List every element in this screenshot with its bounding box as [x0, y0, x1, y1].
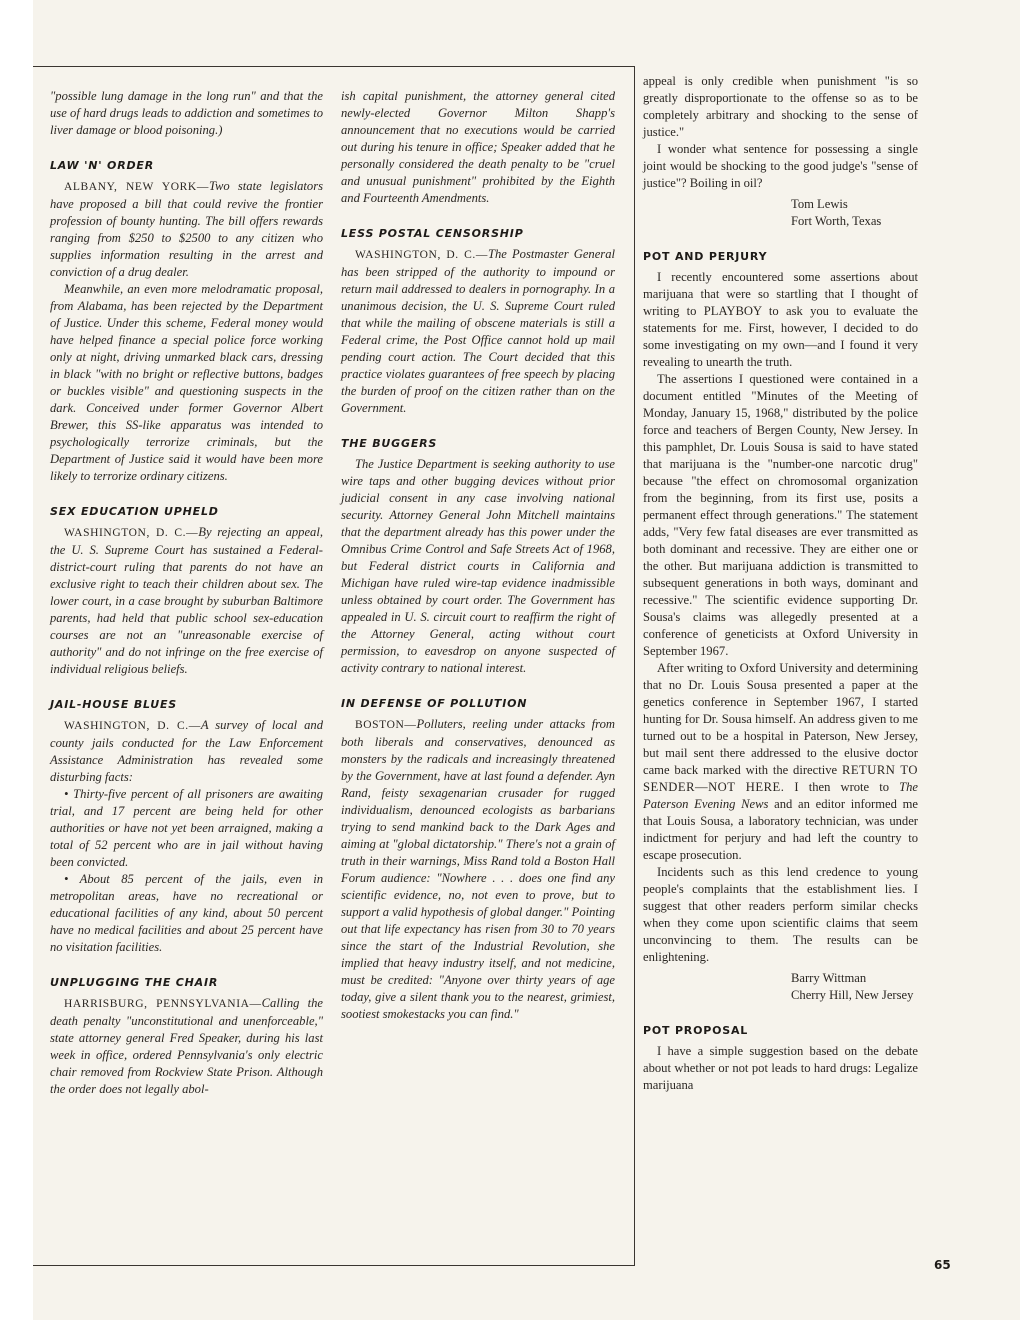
heading-unplugging-the-chair: UNPLUGGING THE CHAIR — [50, 976, 219, 989]
dateline: WASHINGTON, D. C.— — [64, 527, 199, 539]
heading-jail-house-blues: JAIL-HOUSE BLUES — [50, 698, 177, 711]
signature-name: Barry Wittman — [791, 971, 867, 985]
bottom-rule — [33, 1265, 635, 1266]
right-p2: I wonder what sentence for possessing a single joint would be shocking to the good judge's "sense of justice"? Boiling in oil? — [643, 142, 918, 190]
perjury-p2: The assertions I questioned were contained in a document entitled "Minutes of the Meeting of Monday, January 15, 1968," distributed by the police force and teachers of Bergen County, New Jersey. In this pamphlet, Dr. Louis Sousa is said to have stated that marijuana is the "number-one narcotic drug" because "the effect on chromosomal organization from the beginning, from its first use, posits a permanent effect through generations." The statement adds, "Very few fatal diseases are ever transmitted as both dominant and recessive. They are either one or the other. But marijuana addiction is transmitted to subsequent generations in both ways, dominant and recessive." The scientific evidence supporting Dr. Sousa's claims was allegedly presented at a conference of geneticists at Oxford University in September 1967. — [643, 372, 918, 658]
heading-pot-and-perjury: POT AND PERJURY — [643, 250, 768, 263]
sex-education-p1: WASHINGTON, D. C.—By rejecting an appeal, the U. S. Supreme Court has sustained a Federal-district-court ruling that parents do not have an exclusive right to teach their children about sex. The lower court, in a case brought by suburban Baltimore parents, had held that public school sex-education courses are not an "unreasonable exercise of authority" and do not infringe on the free exercise of individual religious beliefs. — [50, 525, 323, 676]
middle-intro: ish capital punishment, the attorney general cited newly-elected Governor Milton Shapp's announcement that no executions would be carried out during his tenure in office; Speaker added that he personally considered the death penalty to be "cruel and unusual punishment" prohibited by the Eighth and Fourteenth Amendments. — [341, 89, 615, 205]
perjury-p3: After writing to Oxford University and determining that no Dr. Louis Sousa presented a paper at the genetics conference in September 1967, I started hunting for Dr. Sousa himself. An address given to me turned out to be a hospital in Paterson, New Jersey, but mail sent there addressed to the elusive doctor came back marked with the directive RETURN TO SENDER—NOT HERE. I then wrote to The Paterson Evening News and an editor informed me that Louis Sousa, a laboratory technician, was under indictment for perjury and had left the country to escape prosecution. — [643, 661, 918, 862]
proposal-p1: I have a simple suggestion based on the debate about whether or not pot leads to hard drugs: Legalize marijuana — [643, 1044, 918, 1092]
jail-house-bullet-1: • Thirty-five percent of all prisoners are awaiting trial, and 17 percent are being held for other authorities or have not yet been arraigned, making a total of 52 percent who are in jail without having been convicted. — [50, 787, 323, 869]
left-column — [50, 88, 323, 1098]
perjury-p1: I recently encountered some assertions about marijuana that were so startling that I thought of writing to PLAYBOY to ask you to evaluate the statements for me. First, however, I decided to do some investigating on my own—and I found it very revealing to unearth the truth. — [643, 270, 918, 369]
perjury-p4: Incidents such as this lend credence to young people's complaints that the establishment lies. I suggest that other readers perform similar checks when they come upon scientific claims that seem unconvincing to them. The results can be enlightening. — [643, 865, 918, 964]
law-n-order-p1: ALBANY, NEW YORK—Two state legislators have proposed a bill that could revive the frontier profession of bounty hunting. The bill offers rewards ranging from $250 to $2500 to any citizen who supplies information resulting in the arrest and conviction of a drug dealer. — [50, 179, 323, 279]
column-divider — [634, 66, 635, 1266]
signature-tom-lewis — [643, 196, 918, 230]
heading-law-n-order: LAW 'N' ORDER — [50, 159, 154, 172]
signature-barry-wittman — [643, 970, 918, 1004]
heading-the-buggers: THE BUGGERS — [341, 437, 438, 450]
heading-less-postal-censorship: LESS POSTAL CENSORSHIP — [341, 227, 524, 240]
signature-place: Fort Worth, Texas — [791, 214, 882, 228]
page-number: 65 — [934, 1258, 951, 1272]
heading-sex-education: SEX EDUCATION UPHELD — [50, 505, 219, 518]
jail-house-p1: WASHINGTON, D. C.—A survey of local and county jails conducted for the Law Enforcement Assistance Administration has revealed some disturbing facts: — [50, 718, 324, 784]
jail-house-bullet-2: • About 85 percent of the jails, even in metropolitan areas, have no recreational or educational facilities of any kind, about 50 percent have no medical facilities and about 25 percent have no visitation facilities. — [50, 872, 323, 954]
dateline: HARRISBURG, PENNSYLVANIA— — [64, 998, 262, 1010]
signature-name: Tom Lewis — [791, 197, 848, 211]
dateline: BOSTON— — [355, 719, 417, 731]
law-n-order-p2: Meanwhile, an even more melodramatic proposal, from Alabama, has been rejected by the Department of Justice. Under this scheme, Federal money would have helped finance a special police force working only at night, driving unmarked black cars, dressing in black "with no bright or reflective buttons, badges or buckles visible" and questioning suspects in the dark. Conceived under former Governor Albert Brewer, this SS-like apparatus was intended to psychologically terrorize criminals, but the Department of Justice said it would have been more likely to terrorize ordinary citizens. — [50, 282, 323, 483]
top-rule — [33, 66, 635, 67]
left-intro: "possible lung damage in the long run" and that the use of hard drugs leads to addiction and sometimes to liver damage or blood poisoning.) — [50, 89, 323, 137]
buggers-p1: The Justice Department is seeking authority to use wire taps and other bugging devices without prior judicial consent in any case involving national security. Attorney General John Mitchell maintains that the department already has this power under the Omnibus Crime Control and Safe Streets Act of 1968, but Federal district courts in California and Michigan have ruled wire-tap evidence inadmissible unless obtained by court order. The Government has appealed in U. S. circuit court to reaffirm the right of the Attorney General, acting without court permission, to eavesdrop on anyone suspected of activity contrary to national interest. — [341, 457, 615, 675]
right-column — [643, 73, 918, 1094]
pollution-p1: BOSTON—Polluters, reeling under attacks from both liberals and conservatives, denounced as monsters by the radicals and increasingly threatened by the Government, have at last found a defender. Ayn Rand, feisty sexagenarian crusader for rugged individualism, denounced ecologists as barbarians trying to send mankind back to the Dark Ages and aiming at "global dictatorship." There's not a grain of truth in their warnings, Miss Rand told a Boston Hall Forum audience: "Nowhere . . . does one find any scientific evidence, no, not even to prove, but to support a valid hypothesis of global danger." Pointing out that life expectancy has risen from 30 to 70 years since the start of the Industrial Revolution, she implied that heavy industry itself, and not medicine, must be credited: "Anyone over thirty years of age today, give a silent thank you to the nearest, grimiest, sootiest smokestacks you can find." — [341, 717, 615, 1021]
dateline: ALBANY, NEW YORK— — [64, 181, 209, 193]
postal-p1: WASHINGTON, D. C.—The Postmaster General has been stripped of the authority to impound or return mail addressed to dealers in pornography. In a unanimous decision, the U. S. Supreme Court ruled that while the mailing of obscene materials is still a Federal crime, the Post Office cannot hold up mail pending court action. The Court decided that this practice violates guarantees of free speech by placing the burden of proof on the citizen rather than on the Government. — [341, 247, 615, 415]
signature-place: Cherry Hill, New Jersey — [791, 988, 914, 1002]
heading-in-defense-of-pollution: IN DEFENSE OF POLLUTION — [341, 697, 528, 710]
middle-column — [341, 88, 615, 1023]
right-intro: appeal is only credible when punishment "is so greatly disproportionate to the offense so as to be completely arbitrary and shocking to the sense of justice." — [643, 74, 918, 139]
dateline: WASHINGTON, D. C.— — [64, 720, 201, 732]
heading-pot-proposal: POT PROPOSAL — [643, 1024, 749, 1037]
dateline: WASHINGTON, D. C.— — [355, 249, 488, 261]
unplugging-p1: HARRISBURG, PENNSYLVANIA—Calling the death penalty "unconstitutional and unenforceable," state attorney general Fred Speaker, during his last week in office, ordered Pennsylvania's only electric chair removed from Rockview State Prison. Although the order does not legally abol- — [50, 996, 323, 1096]
